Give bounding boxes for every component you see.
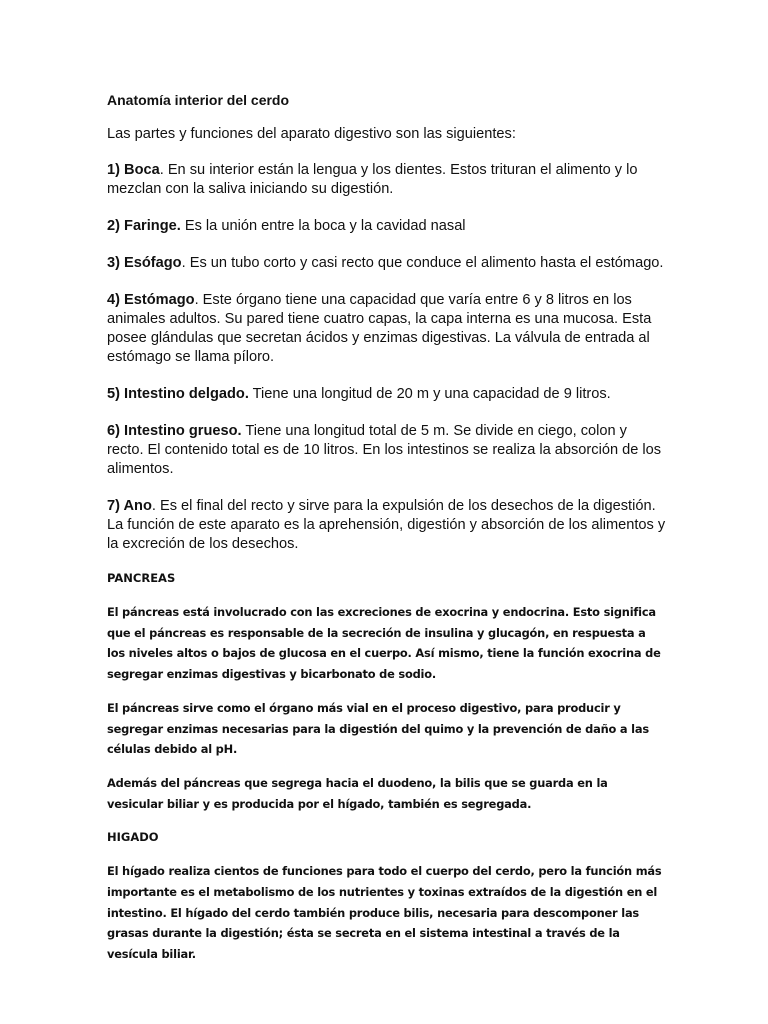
pancreas-paragraph: Además del páncreas que segrega hacia el duodeno, la bilis que se guarda en la vesicular biliar y es producida por el hígado, también es segregada.	[107, 775, 608, 811]
higado-paragraph: El hígado realiza cientos de funciones para todo el cuerpo del cerdo, pero la función más importante es el metabolismo de los nutrientes y toxinas extraídos de la digestión en el intestino. El hígado del cerdo también produce bilis, necesaria para descomponer las grasas durante la digestión; ésta se secreta en el sistema intestinal a través de la vesícula biliar.	[107, 864, 662, 962]
item-text: Tiene una longitud de 20 m y una capacidad de 9 litros.	[248, 386, 611, 402]
item-term: 1) Boca	[107, 162, 160, 178]
digestive-item-boca	[107, 161, 667, 199]
pancreas-heading: PANCREAS	[107, 571, 176, 585]
item-text: Tiene una longitud total de 5 m. Se divide en ciego, colon y recto. El contenido total es de 10 litros. En los intestinos se realiza la absorción de los alimentos.	[107, 423, 662, 477]
item-text: . Es un tubo corto y casi recto que conduce el alimento hasta el estómago.	[181, 255, 664, 271]
item-term: 4) Estómago	[107, 292, 195, 308]
document-body	[107, 91, 667, 978]
digestive-item-esofago	[107, 254, 667, 273]
item-text: . En su interior están la lengua y los dientes. Estos trituran el alimento y lo mezclan con la saliva iniciando su digestión.	[107, 162, 638, 197]
item-term: 5) Intestino delgado.	[107, 386, 249, 402]
digestive-item-ano	[107, 497, 667, 554]
item-term: 6) Intestino grueso.	[107, 423, 242, 439]
item-text: . Es el final del recto y sirve para la expulsión de los desechos de la digestión. La función de este aparato es la aprehensión, digestión y absorción de los alimentos y la excreción de los desechos.	[107, 498, 666, 552]
digestive-item-estomago	[107, 291, 667, 367]
pancreas-paragraph: El páncreas sirve como el órgano más vial en el proceso digestivo, para producir y segregar enzimas necesarias para la digestión del quimo y la prevención de daño a las células debido al pH.	[107, 700, 649, 757]
intro-paragraph: Las partes y funciones del aparato digestivo son las siguientes:	[107, 126, 516, 142]
item-term: 2) Faringe.	[107, 218, 181, 234]
item-term: 7) Ano	[107, 498, 152, 514]
item-term: 3) Esófago	[107, 255, 182, 271]
digestive-item-intestino-delgado	[107, 385, 667, 404]
item-text: . Este órgano tiene una capacidad que varía entre 6 y 8 litros en los animales adultos. Su pared tiene cuatro capas, la capa interna es una mucosa. Esta posee glándulas que secretan ácidos y enzimas digestivas. La válvula de entrada al estómago se llama píloro.	[107, 292, 652, 365]
item-text: Es la unión entre la boca y la cavidad nasal	[180, 218, 466, 234]
document-title: Anatomía interior del cerdo	[107, 92, 290, 108]
digestive-item-intestino-grueso	[107, 422, 667, 479]
digestive-item-faringe	[107, 217, 667, 236]
higado-heading: HIGADO	[107, 830, 159, 845]
pancreas-paragraph: El páncreas está involucrado con las excreciones de exocrina y endocrina. Esto significa que el páncreas es responsable de la secreción de insulina y glucagón, en respuesta a los niveles altos o bajos de glucosa en el cuerpo. Así mismo, tiene la función exocrina de segregar enzimas digestivas y bicarbonato de sodio.	[107, 605, 661, 682]
